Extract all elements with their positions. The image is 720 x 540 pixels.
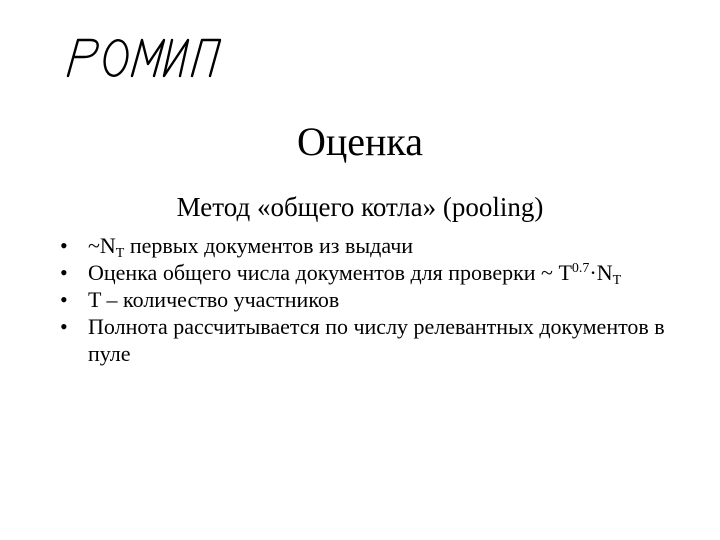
bullet-item-2	[60, 259, 680, 286]
bullet-1-prefix: ~N	[88, 233, 116, 258]
bullet-marker: •	[60, 233, 68, 258]
bullet-marker: •	[60, 314, 68, 339]
bullet-1-text: первых документов из выдачи	[124, 233, 414, 258]
romip-logo-mark	[64, 24, 224, 84]
bullet-4-text: Полнота рассчитывается по числу релевантных документов в пуле	[88, 314, 665, 366]
bullet-2-exponent: 0.7	[571, 261, 590, 276]
slide-title-text: Оценка	[296, 119, 424, 164]
bullet-item-4	[60, 313, 680, 367]
slide-title	[0, 118, 720, 166]
bullet-2-formula-base: T	[558, 260, 572, 285]
slide-subtitle: Метод «общего котла» (pooling)	[176, 192, 544, 222]
bullet-marker: •	[60, 287, 68, 312]
bullet-2-text: Оценка общего числа документов для проверки ~	[88, 260, 559, 285]
bullet-2-formula-dot: ·N	[589, 260, 613, 285]
bullet-2-subscript: T	[612, 273, 622, 288]
bullet-item-3	[60, 286, 680, 313]
bullet-1-subscript: T	[115, 246, 125, 261]
romip-logo	[64, 24, 224, 84]
bullet-3-text: T – количество участников	[88, 287, 340, 312]
bullet-item-1	[60, 232, 680, 259]
bullet-list	[60, 232, 680, 367]
bullet-marker: •	[60, 260, 68, 285]
